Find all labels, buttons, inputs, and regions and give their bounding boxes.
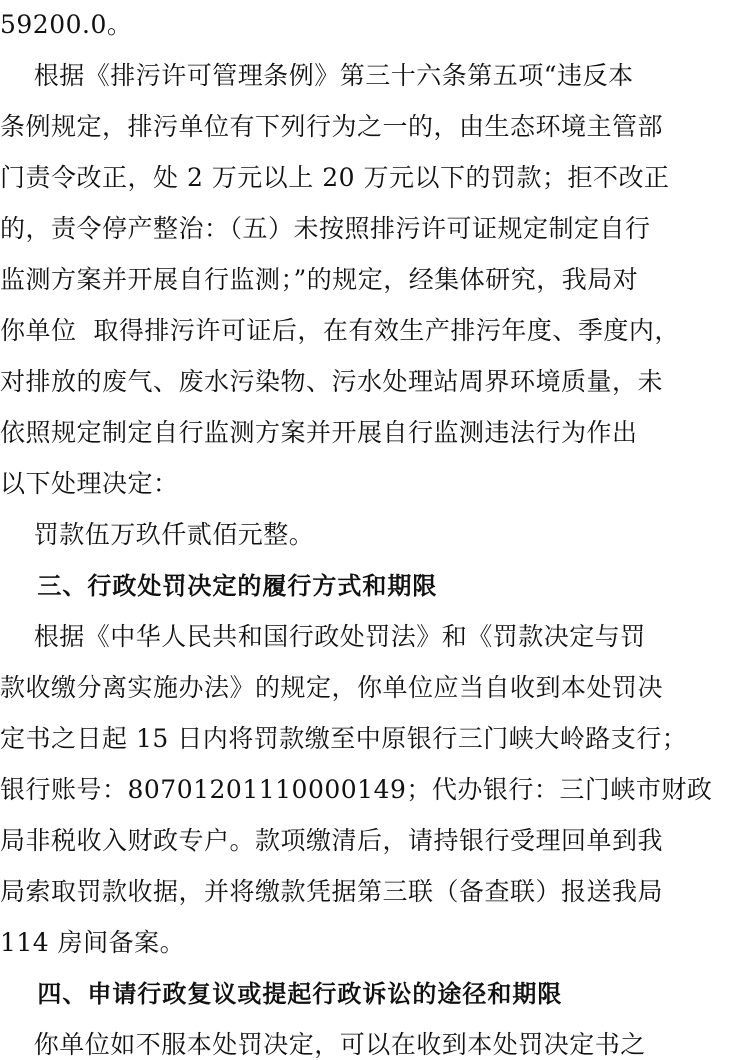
text-line-penalty-amount: 罚款伍万玖仟贰佰元整。 <box>0 520 315 549</box>
text-line-amount-tail: 59200.0。 <box>0 10 133 39</box>
text-line-payment-3: 定书之日起 15 日内将罚款缴至中原银行三门峡大岭路支行； <box>0 724 688 753</box>
text-line-payment-5: 局非税收入财政专户。款项缴清后，请持银行受理回单到我 <box>0 826 664 855</box>
text-line-payment-4: 银行账号：80701201110000149；代办银行：三门峡市财政 <box>0 775 713 804</box>
text-line-legal-basis-7: 对排放的废气、废水污染物、污水处理站周界环境质量，未 <box>0 367 664 396</box>
section-heading-4: 四、申请行政复议或提起行政诉讼的途径和期限 <box>0 980 563 1008</box>
text-line-legal-basis-9: 以下处理决定： <box>0 469 179 498</box>
text-line-appeal-1: 你单位如不服本处罚决定，可以在收到本处罚决定书之 <box>0 1030 646 1059</box>
text-line-legal-basis-5: 监测方案并开展自行监测；”的规定，经集体研究，我局对 <box>0 265 639 294</box>
text-line-legal-basis-6: 你单位 取得排污许可证后，在有效生产排污年度、季度内， <box>0 316 680 345</box>
section-heading-3: 三、行政处罚决定的履行方式和期限 <box>0 572 438 600</box>
text-line-payment-2: 款收缴分离实施办法》的规定，你单位应当自收到本处罚决 <box>0 673 664 702</box>
text-line-legal-basis-4: 的，责令停产整治：（五）未按照排污许可证规定制定自行 <box>0 214 651 243</box>
text-line-legal-basis-3: 门责令改正，处 2 万元以上 20 万元以下的罚款；拒不改正 <box>0 163 670 192</box>
text-line-legal-basis-2: 条例规定，排污单位有下列行为之一的，由生态环境主管部 <box>0 112 664 141</box>
text-line-legal-basis-8: 依照规定制定自行监测方案并开展自行监测违法行为作出 <box>0 418 638 447</box>
text-line-payment-1: 根据《中华人民共和国行政处罚法》和《罚款决定与罚 <box>0 622 646 651</box>
text-line-payment-6: 局索取罚款收据，并将缴款凭据第三联（备查联）报送我局 <box>0 877 664 906</box>
text-line-legal-basis-1: 根据《排污许可管理条例》第三十六条第五项“违反本 <box>0 61 634 90</box>
text-line-payment-7: 114 房间备案。 <box>0 928 186 957</box>
